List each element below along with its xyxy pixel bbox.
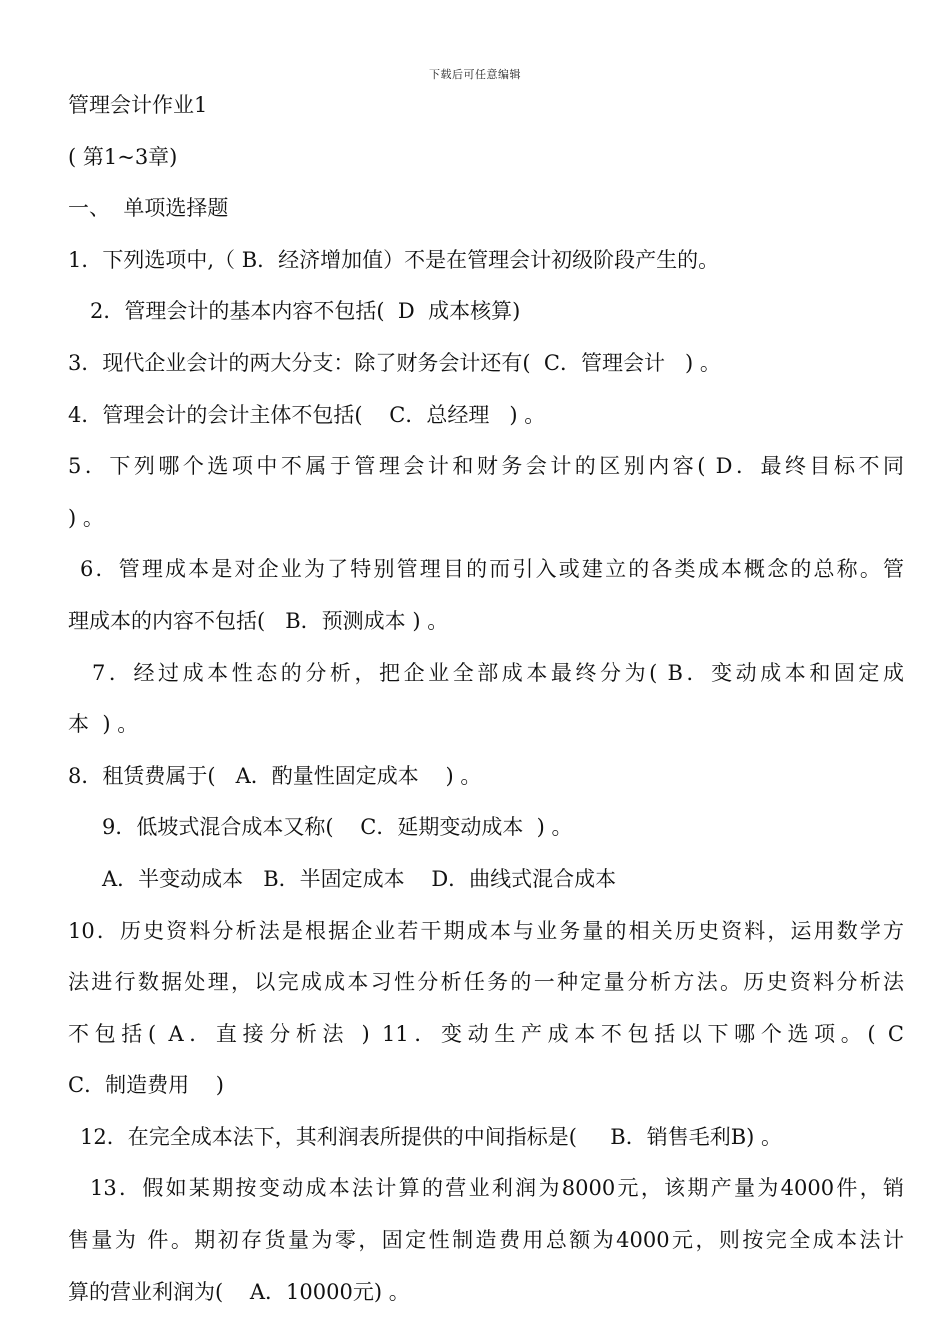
text-line: A．半变动成本 B．半固定成本 D．曲线式混合成本	[102, 866, 617, 891]
text-line: 5．下列哪个选项中不属于管理会计和财务会计的区别内容( D．最终目标不同	[68, 454, 904, 479]
text-line: 理成本的内容不包括( B．预测成本 ) 。	[68, 608, 449, 633]
text-line: 一、 单项选择题	[68, 196, 229, 221]
text-line: 7．经过成本性态的分析，把企业全部成本最终分为( B．变动成本和固定成	[92, 660, 904, 685]
header-note: 下载后可任意编辑	[429, 68, 521, 81]
text-line: 算的营业利润为( A．10000元) 。	[68, 1279, 410, 1304]
text-line: 2．管理会计的基本内容不包括( D 成本核算)	[90, 299, 521, 324]
document-body	[68, 80, 904, 1318]
text-line: 6．管理成本是对企业为了特别管理目的而引入或建立的各类成本概念的总称。管	[80, 557, 904, 582]
text-line: 本 ) 。	[68, 712, 139, 737]
text-line: 1．下列选项中,（ B．经济增加值）不是在管理会计初级阶段产生的。	[68, 247, 720, 272]
text-line: 3．现代企业会计的两大分支：除了财务会计还有( C．管理会计 ) 。	[68, 350, 721, 375]
text-line: 9．低坡式混合成本又称( C．延期变动成本 ) 。	[102, 815, 573, 840]
text-line: 13．假如某期按变动成本法计算的营业利润为8000元，该期产量为4000件，销	[90, 1176, 904, 1201]
text-line: 8．租赁费属于( A．酌量性固定成本 ) 。	[68, 763, 482, 788]
text-line: C．制造费用 )	[68, 1073, 224, 1098]
text-line: 法进行数据处理，以完成成本习性分析任务的一种定量分析方法。历史资料分析法	[68, 970, 904, 995]
text-line: 10．历史资料分析法是根据企业若干期成本与业务量的相关历史资料，运用数学方	[68, 918, 904, 943]
text-line: 4．管理会计的会计主体不包括( C．总经理 ) 。	[68, 402, 546, 427]
text-line: ) 。	[68, 505, 104, 530]
text-line: 管理会计作业1	[68, 93, 208, 117]
text-line: 不包括( A．直接分析法 ) 11．变动生产成本不包括以下哪个选项。( C	[68, 1021, 904, 1046]
text-line: 售量为 件。期初存货量为零，固定性制造费用总额为4000元，则按完全成本法计	[68, 1228, 904, 1253]
text-line: 12．在完全成本法下，其利润表所提供的中间指标是( B．销售毛利B) 。	[80, 1124, 783, 1149]
text-line: ( 第1~3章)	[68, 144, 178, 169]
